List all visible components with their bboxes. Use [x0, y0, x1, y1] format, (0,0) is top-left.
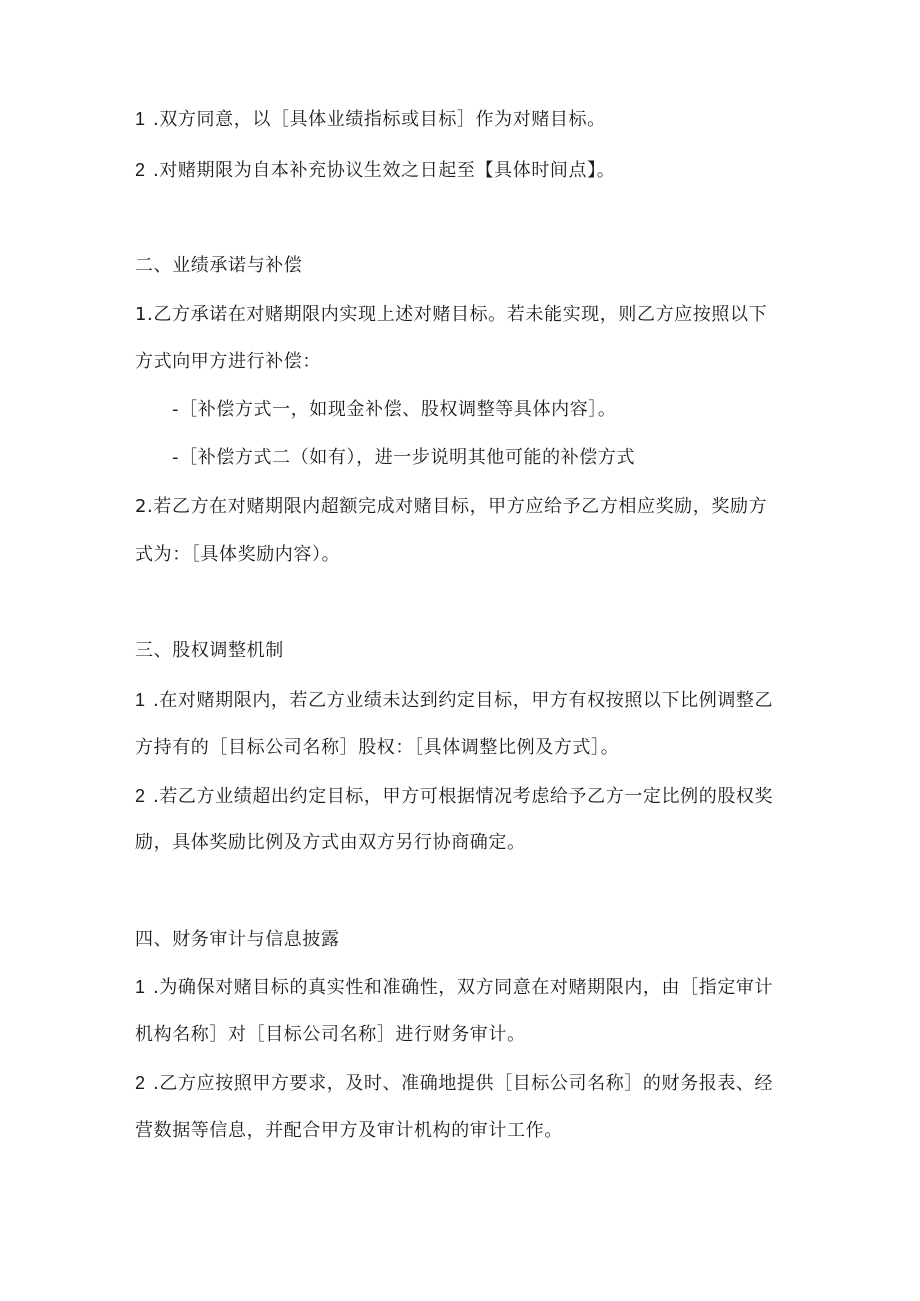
section2-item1-sub1: -［补偿方式一，如现金补偿、股权调整等具体内容］。: [172, 399, 617, 420]
section4-item1-line2: 机构名称］对［目标公司名称］进行财务审计。: [135, 1024, 526, 1045]
item-text: .在对赌期限内，若乙方业绩未达到约定目标，甲方有权按照以下比例调整乙: [153, 690, 774, 711]
section3-item2-line1: [135, 783, 773, 810]
section4-item1-line1: [135, 974, 773, 1001]
item-text: .乙方应按照甲方要求，及时、准确地提供［目标公司名称］的财务报表、经: [153, 1073, 774, 1094]
section2-item2-line2: 式为：［具体奖励内容）。: [135, 544, 341, 565]
item-number: 2: [135, 160, 146, 180]
item-number: 2: [135, 786, 146, 806]
section2-item2-line1: 2.若乙方在对赌期限内超额完成对赌目标，甲方应给予乙方相应奖励，奖励方: [135, 496, 768, 517]
item-number: 1: [135, 690, 146, 710]
item-text: .若乙方业绩超出约定目标，甲方可根据情况考虑给予乙方一定比例的股权奖: [153, 786, 774, 807]
section4-item2-line1: [135, 1070, 773, 1097]
section4-heading: 四、财务审计与信息披露: [135, 929, 340, 950]
item-text: .双方同意，以［具体业绩指标或目标］作为对赌目标。: [153, 109, 606, 130]
item-number: 2: [135, 1073, 146, 1093]
item-text: .为确保对赌目标的真实性和准确性，双方同意在对赌期限内，由［指定审计: [153, 977, 774, 998]
section1-item1: [135, 106, 606, 133]
section3-heading: 三、股权调整机制: [135, 640, 284, 661]
section2-item1-line1: 1.乙方承诺在对赌期限内实现上述对赌目标。若未能实现，则乙方应按照以下: [135, 304, 768, 325]
item-text: .对赌期限为自本补充协议生效之日起至【具体时间点】。: [153, 160, 616, 181]
section3-item1-line2: 方持有的［目标公司名称］股权：［具体调整比例及方式］。: [135, 737, 620, 758]
section4-item2-line2: 营数据等信息，并配合甲方及审计机构的审计工作。: [135, 1120, 563, 1141]
section2-item1-sub2: -［补偿方式二（如有），进一步说明其他可能的补偿方式: [172, 447, 636, 468]
section2-heading: 二、业绩承诺与补偿: [135, 255, 303, 276]
item-number: 1: [135, 109, 146, 129]
section2-item1-line2: 方式向甲方进行补偿：: [135, 351, 321, 372]
section3-item2-line2: 励，具体奖励比例及方式由双方另行协商确定。: [135, 832, 526, 853]
item-number: 1: [135, 977, 146, 997]
section1-item2: [135, 157, 615, 184]
section3-item1-line1: [135, 687, 773, 714]
